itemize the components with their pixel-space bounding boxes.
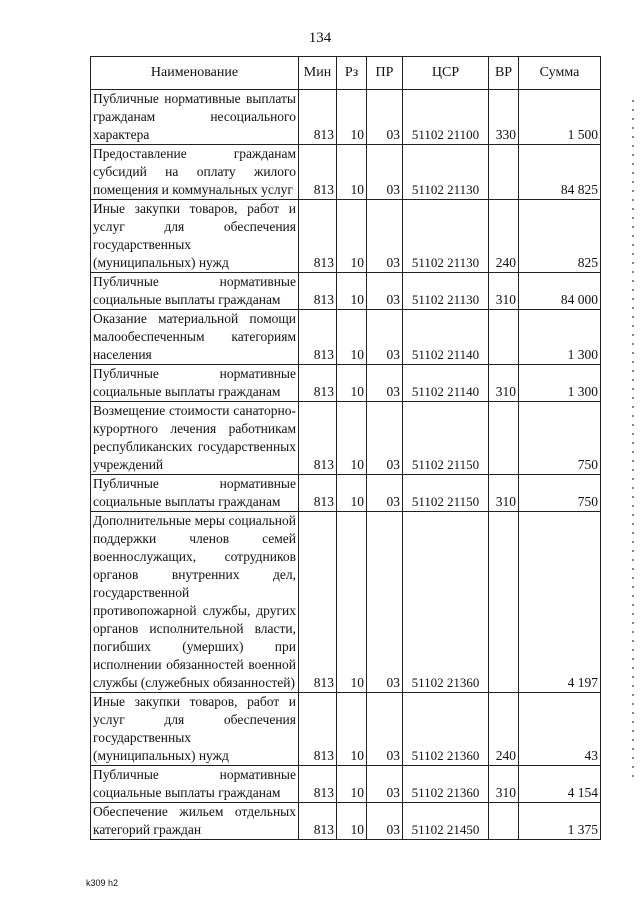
cell-sum: 1 300 [519,365,601,402]
cell-vr: 310 [489,365,519,402]
cell-sum: 1 375 [519,803,601,840]
cell-vr: 310 [489,273,519,310]
cell-pr: 03 [367,693,403,766]
cell-sum: 4 154 [519,766,601,803]
header-csr: ЦСР [403,57,489,90]
cell-vr [489,310,519,365]
table-row [91,766,601,803]
cell-min: 813 [299,402,337,475]
cell-pr: 03 [367,310,403,365]
cell-vr [489,803,519,840]
footer-code: k309 h2 [86,878,119,888]
cell-vr: 240 [489,693,519,766]
cell-min: 813 [299,145,337,200]
cell-rz: 10 [337,273,367,310]
cell-name: Публичные нормативные социальные выплаты гражданам [91,365,299,402]
cell-name: Предоставление гражданам субсидий на оплату жилого помещения и коммунальных услуг [91,145,299,200]
cell-vr: 310 [489,766,519,803]
cell-sum: 84 825 [519,145,601,200]
cell-csr: 51102 21360 [403,766,489,803]
cell-rz: 10 [337,803,367,840]
table-body [91,90,601,840]
table-row [91,310,601,365]
cell-pr: 03 [367,402,403,475]
cell-min: 813 [299,766,337,803]
cell-sum: 84 000 [519,273,601,310]
cell-rz: 10 [337,766,367,803]
cell-sum: 43 [519,693,601,766]
cell-rz: 10 [337,475,367,512]
cell-name: Иные закупки товаров, работ и услуг для обеспечения государственных (муниципальных) нужд [91,693,299,766]
cell-rz: 10 [337,200,367,273]
cell-vr [489,145,519,200]
header-row [91,57,601,90]
cell-name: Публичные нормативные социальные выплаты гражданам [91,475,299,512]
cell-min: 813 [299,200,337,273]
table-row [91,402,601,475]
budget-table [90,56,601,840]
cell-pr: 03 [367,803,403,840]
cell-vr [489,402,519,475]
table-row [91,475,601,512]
cell-vr: 240 [489,200,519,273]
page-number: 134 [308,30,332,46]
table-row [91,90,601,145]
table-row [91,145,601,200]
cell-min: 813 [299,365,337,402]
header-name: Наименование [91,57,299,90]
cell-csr: 51102 21150 [403,475,489,512]
cell-name: Обеспечение жильем отдельных категорий граждан [91,803,299,840]
cell-min: 813 [299,693,337,766]
cell-pr: 03 [367,273,403,310]
cell-sum: 1 500 [519,90,601,145]
cell-sum: 4 197 [519,512,601,693]
cell-csr: 51102 21130 [403,145,489,200]
cell-sum: 750 [519,402,601,475]
cell-rz: 10 [337,365,367,402]
header-pr: ПР [367,57,403,90]
cell-pr: 03 [367,475,403,512]
table-row [91,803,601,840]
cell-name: Публичные нормативные выплаты гражданам несоциального характера [91,90,299,145]
cell-pr: 03 [367,365,403,402]
cell-csr: 51102 21140 [403,365,489,402]
table-row [91,512,601,693]
cell-min: 813 [299,273,337,310]
cell-csr: 51102 21360 [403,512,489,693]
cell-rz: 10 [337,145,367,200]
cell-sum: 825 [519,200,601,273]
cell-pr: 03 [367,766,403,803]
cell-name: Иные закупки товаров, работ и услуг для обеспечения государственных (муниципальных) нужд [91,200,299,273]
cell-csr: 51102 21150 [403,402,489,475]
cell-csr: 51102 21130 [403,200,489,273]
cell-min: 813 [299,512,337,693]
cell-rz: 10 [337,90,367,145]
cell-name: Публичные нормативные социальные выплаты гражданам [91,273,299,310]
header-min: Мин [299,57,337,90]
table-row [91,200,601,273]
cell-rz: 10 [337,693,367,766]
cell-rz: 10 [337,402,367,475]
table-row [91,273,601,310]
cell-min: 813 [299,475,337,512]
header-sum: Сумма [519,57,601,90]
cell-min: 813 [299,90,337,145]
cell-vr: 330 [489,90,519,145]
cell-csr: 51102 21360 [403,693,489,766]
cell-name: Оказание материальной помощи малообеспеченным категориям населения [91,310,299,365]
cell-name: Публичные нормативные социальные выплаты гражданам [91,766,299,803]
cell-csr: 51102 21130 [403,273,489,310]
header-vr: ВР [489,57,519,90]
scan-edge-marks [632,100,634,780]
cell-pr: 03 [367,512,403,693]
cell-pr: 03 [367,145,403,200]
table-row [91,365,601,402]
cell-csr: 51102 21450 [403,803,489,840]
cell-vr: 310 [489,475,519,512]
cell-name: Дополнительные меры социальной поддержки членов семей военнослужащих, сотрудников органов внутренних дел, государственной противопожарной службы, других органов исполнительной власти, погибших (умерших) при исполнении обязанностей военной службы (служебных обязанностей) [91,512,299,693]
cell-min: 813 [299,310,337,365]
cell-sum: 1 300 [519,310,601,365]
table-row [91,693,601,766]
cell-sum: 750 [519,475,601,512]
cell-csr: 51102 21100 [403,90,489,145]
cell-name: Возмещение стоимости санаторно-курортного лечения работникам республиканских государственных учреждений [91,402,299,475]
header-rz: Рз [337,57,367,90]
cell-pr: 03 [367,200,403,273]
cell-vr [489,512,519,693]
cell-rz: 10 [337,310,367,365]
cell-rz: 10 [337,512,367,693]
cell-pr: 03 [367,90,403,145]
cell-csr: 51102 21140 [403,310,489,365]
cell-min: 813 [299,803,337,840]
